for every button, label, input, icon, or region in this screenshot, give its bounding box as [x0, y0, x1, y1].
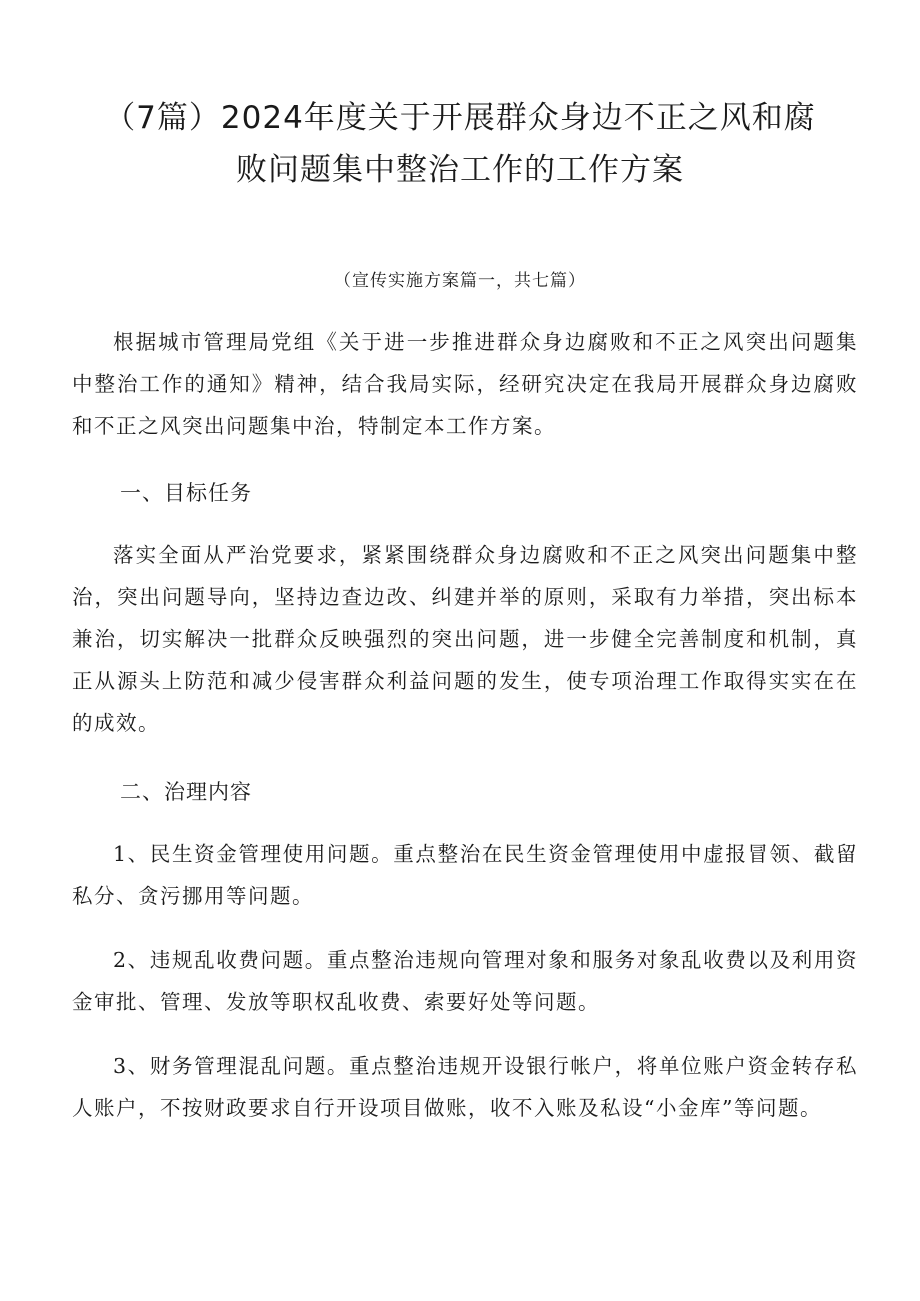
title-line-2: 败问题集中整治工作的工作方案 — [236, 152, 684, 188]
content-item-3: 3、财务管理混乱问题。重点整治违规开设银行帐户，将单位账户资金转存私人账户，不按财政要求自行开设项目做账，收不入账及私设“小金库”等问题。 — [72, 1054, 858, 1120]
section-heading-content: 二、治理内容 — [120, 780, 252, 804]
content-item-1: 1、民生资金管理使用问题。重点整治在民生资金管理使用中虚报冒领、截留私分、贪污挪用等问题。 — [72, 842, 858, 908]
content-item-2: 2、违规乱收费问题。重点整治违规向管理对象和服务对象乱收费以及利用资金审批、管理、发放等职权乱收费、索要好处等问题。 — [72, 948, 858, 1014]
intro-paragraph: 根据城市管理局党组《关于进一步推进群众身边腐败和不正之风突出问题集中整治工作的通知》精神，结合我局实际，经研究决定在我局开展群众身边腐败和不正之风突出问题集中治，特制定本工作方案。 — [72, 330, 858, 438]
section-heading-goals: 一、目标任务 — [120, 481, 252, 505]
document-title — [60, 92, 860, 196]
goals-paragraph: 落实全面从严治党要求，紧紧围绕群众身边腐败和不正之风突出问题集中整治，突出问题导向，坚持边查边改、纠建并举的原则，采取有力举措，突出标本兼治，切实解决一批群众反映强烈的突出问题，进一步健全完善制度和机制，真正从源头上防范和减少侵害群众利益问题的发生，使专项治理工作取得实实在在的成效。 — [72, 543, 858, 735]
document-subtitle: （宣传实施方案篇一，共七篇） — [334, 271, 586, 291]
title-line-1: （7篇）2024年度关于开展群众身边不正之风和腐 — [104, 100, 816, 136]
